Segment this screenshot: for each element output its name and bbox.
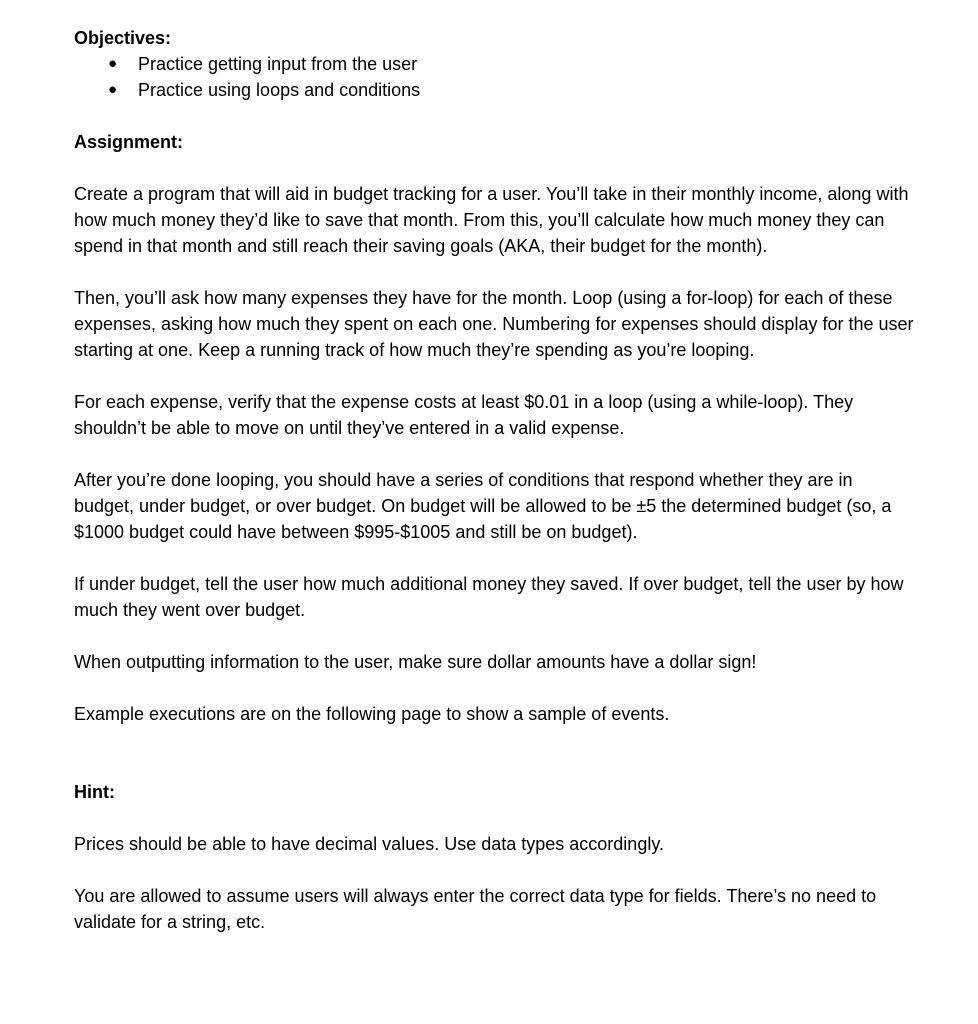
- objective-text: Practice using loops and conditions: [138, 80, 421, 100]
- objective-text: Practice getting input from the user: [138, 54, 418, 74]
- hint-paragraph-2: You are allowed to assume users will always enter the correct data type for fields. There’s no need to validate for a string, etc.: [74, 886, 877, 932]
- bullet-icon: ●: [108, 81, 118, 98]
- list-item: [74, 51, 914, 77]
- assignment-paragraph-3: For each expense, verify that the expense costs at least $0.01 in a loop (using a while-loop). They shouldn’t be able to move on until they’ve entered in a valid expense.: [74, 392, 854, 438]
- objectives-heading: Objectives:: [74, 28, 172, 48]
- objectives-list: [74, 51, 914, 103]
- document-page: [74, 25, 914, 935]
- assignment-paragraph-5: If under budget, tell the user how much additional money they saved. If over budget, tell the user by how much they went over budget.: [74, 574, 904, 620]
- assignment-paragraph-4: After you’re done looping, you should have a series of conditions that respond whether they are in budget, under budget, or over budget. On budget will be allowed to be ±5 the determined budget (so, a $1000 budget could have between $995-$1005 and still be on budget).: [74, 470, 892, 542]
- list-item: [74, 77, 914, 103]
- hint-heading: Hint:: [74, 782, 115, 802]
- assignment-paragraph-1: Create a program that will aid in budget tracking for a user. You’ll take in their monthly income, along with how much money they’d like to save that month. From this, you’ll calculate how much money they can spend in that month and still reach their saving goals (AKA, their budget for the month).: [74, 184, 909, 256]
- bullet-icon: ●: [108, 55, 118, 72]
- assignment-paragraph-2: Then, you’ll ask how many expenses they have for the month. Loop (using a for-loop) for each of these expenses, asking how much they spent on each one. Numbering for expenses should display for the user starting at one. Keep a running track of how much they’re spending as you’re looping.: [74, 288, 914, 360]
- assignment-paragraph-6: When outputting information to the user, make sure dollar amounts have a dollar sign!: [74, 652, 757, 672]
- assignment-paragraph-7: Example executions are on the following page to show a sample of events.: [74, 704, 670, 724]
- assignment-heading: Assignment:: [74, 132, 184, 152]
- hint-paragraph-1: Prices should be able to have decimal values. Use data types accordingly.: [74, 834, 664, 854]
